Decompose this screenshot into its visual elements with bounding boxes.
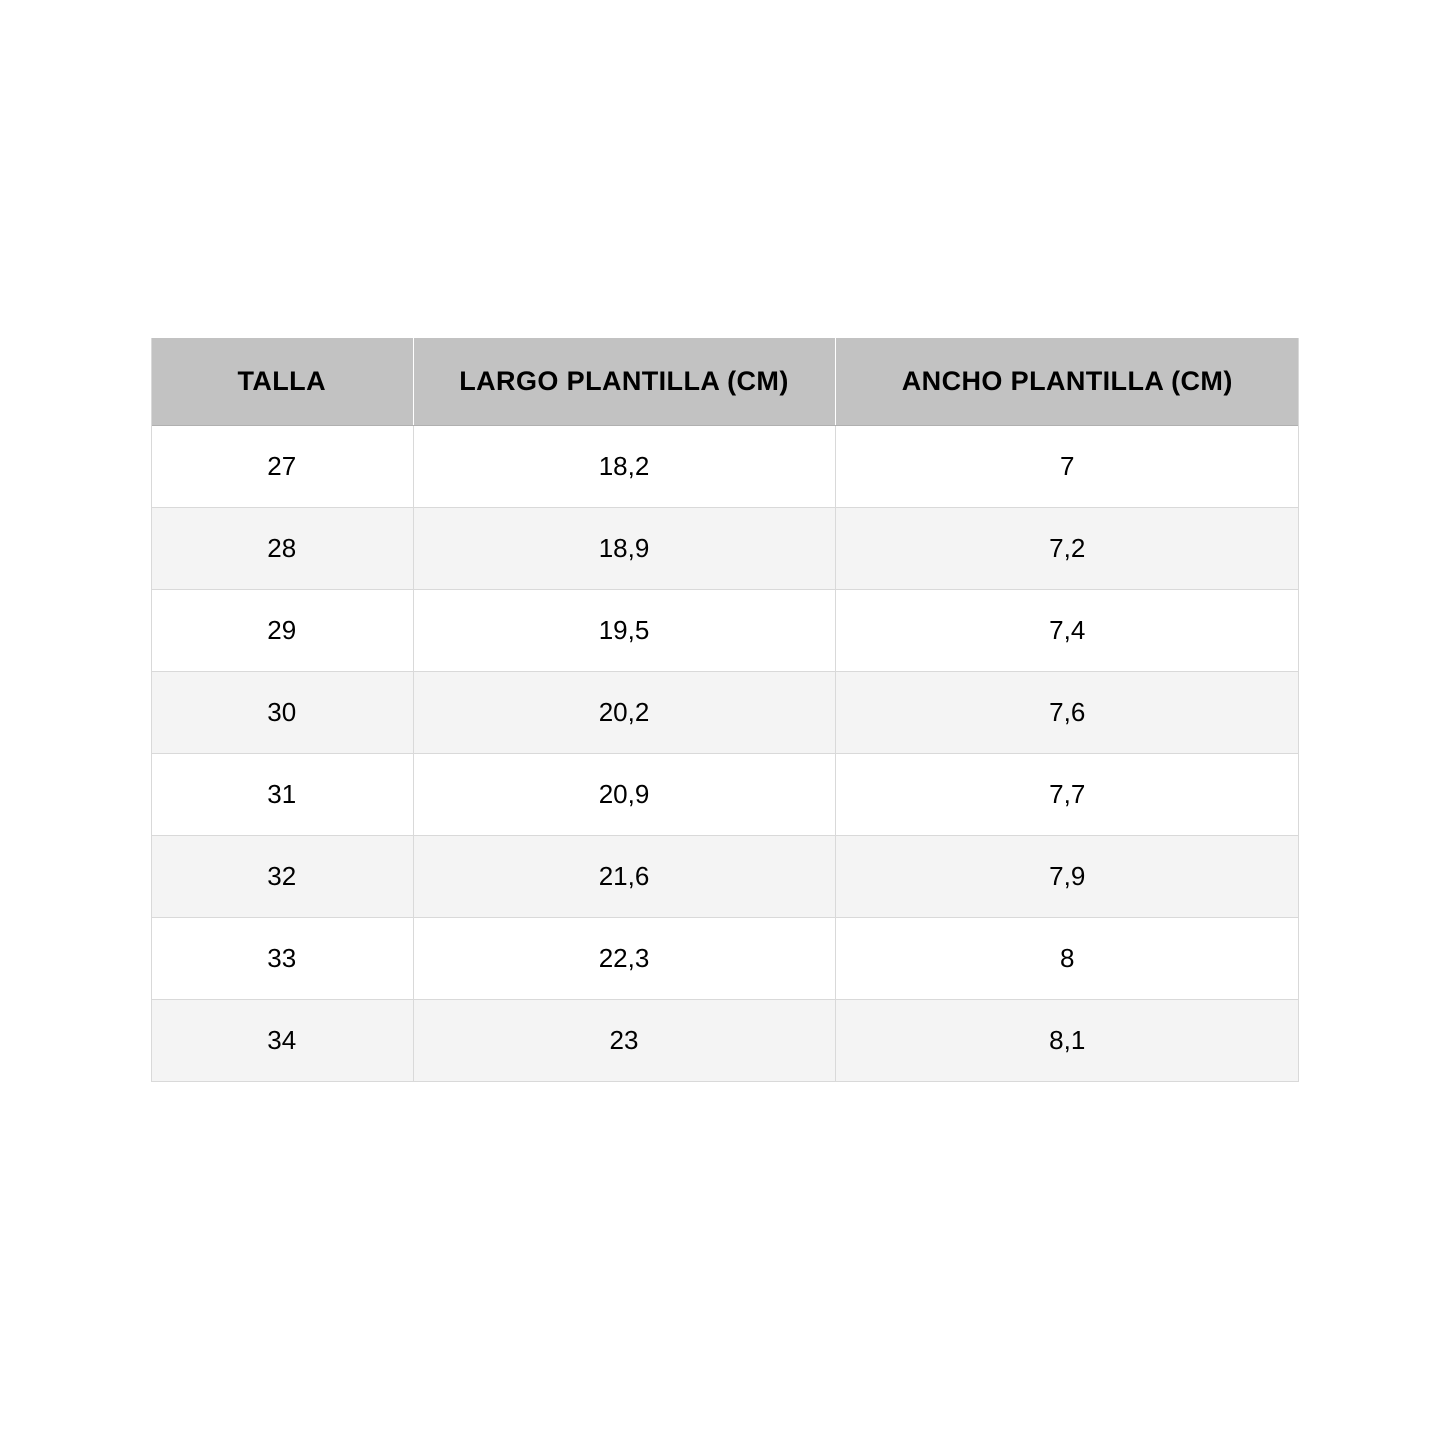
cell-ancho: 7,4	[835, 589, 1299, 671]
cell-largo: 19,5	[413, 589, 835, 671]
cell-ancho: 7,9	[835, 835, 1299, 917]
column-header-talla: TALLA	[151, 338, 413, 425]
cell-largo: 20,9	[413, 753, 835, 835]
cell-talla: 27	[151, 425, 413, 507]
table-header	[151, 338, 1299, 425]
cell-ancho: 7,7	[835, 753, 1299, 835]
table-row	[151, 835, 1299, 917]
table-row	[151, 671, 1299, 753]
table-header-row	[151, 338, 1299, 425]
cell-ancho: 8	[835, 917, 1299, 999]
table-body	[151, 425, 1299, 1081]
cell-talla: 31	[151, 753, 413, 835]
cell-largo: 18,2	[413, 425, 835, 507]
cell-talla: 32	[151, 835, 413, 917]
cell-talla: 28	[151, 507, 413, 589]
table-row	[151, 917, 1299, 999]
column-header-ancho-plantilla: ANCHO PLANTILLA (CM)	[835, 338, 1299, 425]
size-chart-container	[151, 338, 1299, 1081]
cell-largo: 22,3	[413, 917, 835, 999]
table-row	[151, 589, 1299, 671]
cell-ancho: 7,6	[835, 671, 1299, 753]
cell-ancho: 8,1	[835, 999, 1299, 1081]
cell-largo: 18,9	[413, 507, 835, 589]
table-row	[151, 425, 1299, 507]
size-chart-table	[151, 338, 1299, 1081]
cell-talla: 34	[151, 999, 413, 1081]
cell-largo: 20,2	[413, 671, 835, 753]
cell-largo: 21,6	[413, 835, 835, 917]
column-header-largo-plantilla: LARGO PLANTILLA (CM)	[413, 338, 835, 425]
cell-talla: 30	[151, 671, 413, 753]
cell-talla: 29	[151, 589, 413, 671]
cell-ancho: 7	[835, 425, 1299, 507]
table-row	[151, 507, 1299, 589]
table-row	[151, 999, 1299, 1081]
cell-talla: 33	[151, 917, 413, 999]
cell-ancho: 7,2	[835, 507, 1299, 589]
table-row	[151, 753, 1299, 835]
cell-largo: 23	[413, 999, 835, 1081]
